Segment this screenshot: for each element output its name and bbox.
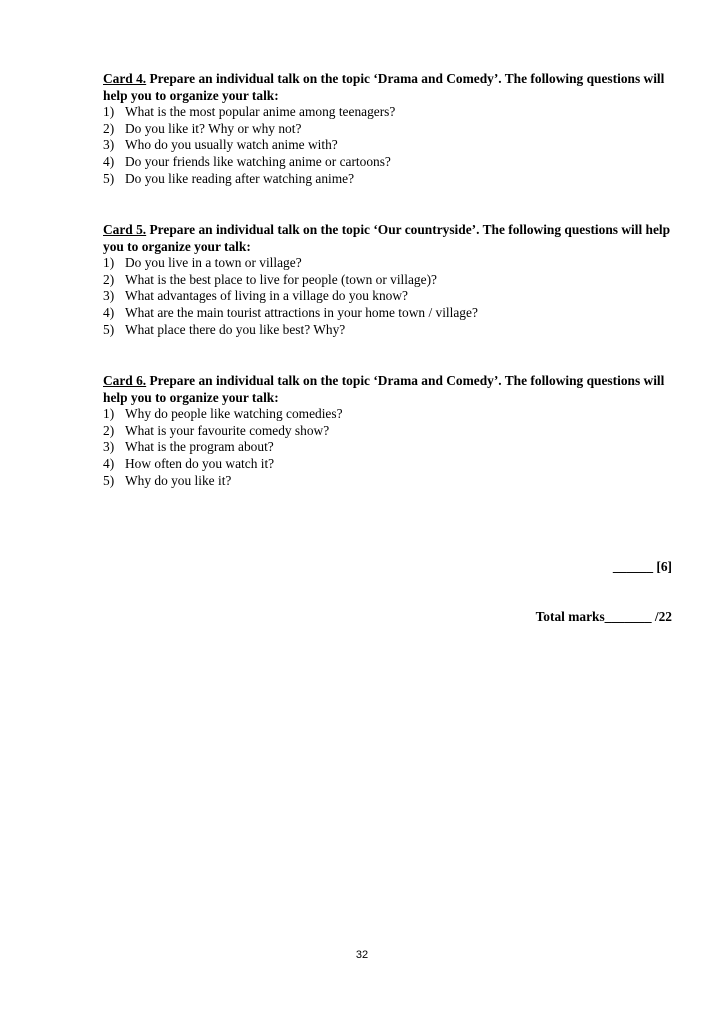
question-text: What are the main tourist attractions in your home town / village? — [125, 304, 478, 320]
list-item — [103, 154, 673, 171]
question-number: 1) — [103, 255, 115, 271]
question-list — [103, 104, 673, 187]
list-item — [103, 137, 673, 154]
card-label: Card 4. — [103, 71, 147, 86]
question-text: Do your friends like watching anime or cartoons? — [125, 153, 391, 169]
card-heading — [103, 71, 673, 104]
card-5 — [103, 222, 673, 338]
list-item — [103, 171, 673, 188]
question-text: What is the most popular anime among teenagers? — [125, 104, 396, 120]
question-number: 5) — [103, 170, 115, 186]
question-number: 2) — [103, 422, 115, 438]
question-text: What advantages of living in a village do you know? — [125, 288, 408, 304]
question-list — [103, 406, 673, 489]
question-text: What is the program about? — [125, 439, 274, 455]
card-prompt: Prepare an individual talk on the topic ‘Drama and Comedy’. The following questions will help you to organize your talk: — [103, 71, 665, 103]
question-number: 5) — [103, 472, 115, 488]
list-item — [103, 255, 673, 272]
question-text: Do you like it? Why or why not? — [125, 120, 302, 136]
question-number: 3) — [103, 439, 115, 455]
question-text: Do you like reading after watching anime? — [125, 170, 355, 186]
question-text: What is the best place to live for people (town or village)? — [125, 271, 437, 287]
question-text: Why do people like watching comedies? — [125, 406, 343, 422]
list-item — [103, 439, 673, 456]
list-item — [103, 288, 673, 305]
question-number: 4) — [103, 153, 115, 169]
list-item — [103, 121, 673, 138]
question-text: What place there do you like best? Why? — [125, 321, 346, 337]
question-number: 4) — [103, 304, 115, 320]
card-heading — [103, 222, 673, 255]
question-number: 2) — [103, 120, 115, 136]
card-label: Card 6. — [103, 373, 147, 388]
question-number: 2) — [103, 271, 115, 287]
question-text: What is your favourite comedy show? — [125, 422, 330, 438]
list-item — [103, 423, 673, 440]
list-item — [103, 473, 673, 490]
card-prompt: Prepare an individual talk on the topic ‘Drama and Comedy’. The following questions will help you to organize your talk: — [103, 373, 665, 405]
question-text: Why do you like it? — [125, 472, 232, 488]
card-label: Card 5. — [103, 222, 147, 237]
question-text: Who do you usually watch anime with? — [125, 137, 338, 153]
list-item — [103, 456, 673, 473]
question-number: 5) — [103, 321, 115, 337]
list-item — [103, 104, 673, 121]
card-4 — [103, 71, 673, 187]
total-marks: Total marks_______ /22 — [535, 609, 672, 624]
card-6 — [103, 373, 673, 489]
list-item — [103, 272, 673, 289]
list-item — [103, 406, 673, 423]
section-score: ______ [6] — [612, 559, 672, 574]
question-list — [103, 255, 673, 338]
list-item — [103, 322, 673, 339]
question-number: 3) — [103, 288, 115, 304]
list-item — [103, 305, 673, 322]
question-number: 3) — [103, 137, 115, 153]
question-number: 4) — [103, 455, 115, 471]
question-number: 1) — [103, 406, 115, 422]
question-text: Do you live in a town or village? — [125, 255, 302, 271]
card-prompt: Prepare an individual talk on the topic ‘Our countryside’. The following questions will help you to organize your talk: — [103, 222, 671, 254]
question-number: 1) — [103, 104, 115, 120]
card-heading — [103, 373, 673, 406]
question-text: How often do you watch it? — [125, 455, 275, 471]
page-number: 32 — [355, 949, 369, 961]
